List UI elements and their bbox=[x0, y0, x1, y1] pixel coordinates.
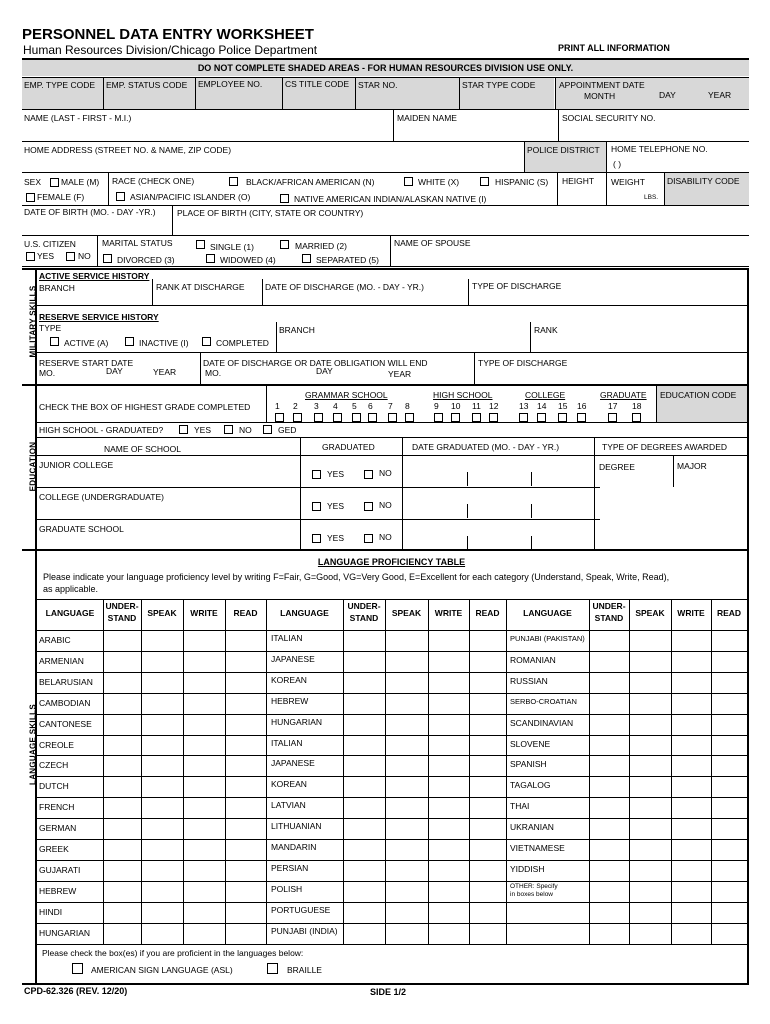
grade-checkbox[interactable] bbox=[314, 413, 323, 422]
grade-number: 16 bbox=[577, 401, 587, 411]
grade-number: 2 bbox=[293, 401, 298, 411]
disability-label: DISABILITY CODE bbox=[667, 176, 740, 186]
language-name: POLISH bbox=[271, 883, 303, 894]
understand-header: UNDER- bbox=[592, 601, 626, 611]
pob-label: PLACE OF BIRTH (CITY, STATE OR COUNTRY) bbox=[177, 208, 364, 218]
white-label: WHITE (X) bbox=[418, 177, 460, 187]
separated-checkbox[interactable] bbox=[302, 254, 311, 263]
language-name: ITALIAN bbox=[271, 633, 303, 643]
language-name: GERMAN bbox=[39, 823, 77, 834]
cs-title-label: CS TITLE CODE bbox=[285, 79, 350, 89]
male-label: MALE (M) bbox=[61, 177, 100, 187]
graduated-no-checkbox[interactable] bbox=[364, 470, 373, 479]
appointment-month-label: MONTH bbox=[584, 91, 616, 101]
language-side-label: LANGUAGE SKILLS bbox=[28, 704, 38, 785]
type-discharge-label: TYPE OF DISCHARGE bbox=[472, 281, 562, 291]
degree-header: DEGREE bbox=[599, 462, 635, 472]
reserve-start-day: DAY bbox=[106, 366, 123, 376]
language-name: YIDDISH bbox=[510, 863, 545, 874]
white-checkbox[interactable] bbox=[404, 177, 413, 186]
language-name: KOREAN bbox=[271, 779, 307, 790]
graduated-yes-checkbox[interactable] bbox=[312, 470, 321, 479]
highest-grade-label: CHECK THE BOX OF HIGHEST GRADE COMPLETED bbox=[39, 402, 251, 412]
sex-label: SEX bbox=[24, 177, 42, 187]
grade-number: 6 bbox=[368, 401, 373, 411]
grade-checkbox[interactable] bbox=[519, 413, 528, 422]
discharge-obligation-label: DATE OF DISCHARGE OR DATE OBLIGATION WILL END bbox=[203, 358, 428, 368]
language-name: HINDI bbox=[39, 906, 63, 917]
police-district-label: POLICE DISTRICT bbox=[527, 145, 600, 155]
employee-no-label: EMPLOYEE NO. bbox=[198, 79, 263, 89]
grade-number: 13 bbox=[519, 401, 529, 411]
hs-yes-checkbox[interactable] bbox=[179, 425, 188, 434]
page-side: SIDE 1/2 bbox=[370, 987, 407, 997]
speak-header: SPEAK bbox=[635, 608, 665, 618]
grade-checkbox[interactable] bbox=[489, 413, 498, 422]
female-checkbox[interactable] bbox=[26, 193, 35, 202]
language-name: JAPANESE bbox=[271, 653, 315, 664]
dob-label: DATE OF BIRTH (MO. - DAY -YR.) bbox=[24, 207, 156, 217]
understand-header-2: STAND bbox=[594, 613, 624, 623]
other-specify-label: OTHER: Specify bbox=[510, 882, 558, 890]
language-header: LANGUAGE bbox=[523, 608, 572, 618]
graduated-no-label: NO bbox=[379, 468, 392, 478]
language-name: ARABIC bbox=[39, 635, 71, 645]
language-instructions-2: as applicable. bbox=[43, 584, 99, 594]
language-name: FRENCH bbox=[39, 802, 75, 813]
hispanic-checkbox[interactable] bbox=[480, 177, 489, 186]
grade-number: 8 bbox=[405, 401, 410, 411]
rank-discharge-label: RANK AT DISCHARGE bbox=[156, 282, 245, 292]
grade-number: 14 bbox=[537, 401, 547, 411]
language-name: VIETNAMESE bbox=[510, 843, 565, 853]
active-branch-label: BRANCH bbox=[39, 283, 75, 293]
language-name: UKRANIAN bbox=[510, 822, 554, 833]
understand-header: UNDER- bbox=[105, 601, 139, 611]
separated-label: SEPARATED (5) bbox=[316, 255, 379, 265]
language-header: LANGUAGE bbox=[45, 608, 95, 618]
reserve-service-title: RESERVE SERVICE HISTORY bbox=[39, 312, 159, 322]
language-name: TAGALOG bbox=[510, 780, 551, 791]
married-checkbox[interactable] bbox=[280, 240, 289, 249]
asl-label: AMERICAN SIGN LANGUAGE (ASL) bbox=[91, 965, 233, 975]
discharge-obligation-mo: MO. bbox=[205, 368, 222, 378]
black-checkbox[interactable] bbox=[229, 177, 238, 186]
reserve-active-checkbox[interactable] bbox=[50, 337, 59, 346]
grade-checkbox[interactable] bbox=[333, 413, 342, 422]
reserve-start-year: YEAR bbox=[153, 367, 177, 377]
read-header: READ bbox=[475, 608, 500, 618]
language-name: ROMANIAN bbox=[510, 654, 556, 665]
divorced-label: DIVORCED (3) bbox=[117, 255, 175, 265]
language-name: HUNGARIAN bbox=[271, 716, 323, 727]
grade-number: 12 bbox=[489, 401, 499, 411]
understand-header-2: STAND bbox=[349, 613, 379, 623]
grade-checkbox[interactable] bbox=[293, 413, 302, 422]
school-row-label: JUNIOR COLLEGE bbox=[39, 460, 114, 470]
reserve-start-mo: MO. bbox=[39, 368, 56, 378]
citizen-label: U.S. CITIZEN bbox=[24, 239, 76, 249]
graduate-label: GRADUATE bbox=[600, 390, 647, 400]
discharge-obligation-year: YEAR bbox=[388, 369, 412, 379]
address-label: HOME ADDRESS (STREET NO. & NAME, ZIP CODE) bbox=[24, 145, 232, 155]
language-name: ITALIAN bbox=[271, 737, 303, 748]
reserve-completed-checkbox[interactable] bbox=[202, 337, 211, 346]
hispanic-label: HISPANIC (S) bbox=[495, 177, 549, 187]
write-header: WRITE bbox=[190, 608, 218, 618]
other-specify-label-2: in boxes below bbox=[510, 890, 553, 898]
reserve-inactive-label: INACTIVE (I) bbox=[139, 338, 189, 348]
education-side-label: EDUCATION bbox=[28, 441, 38, 492]
grade-checkbox[interactable] bbox=[472, 413, 481, 422]
hs-no-label: NO bbox=[239, 425, 252, 435]
reserve-branch-label: BRANCH bbox=[279, 325, 315, 335]
weight-label: WEIGHT bbox=[611, 177, 645, 187]
grade-checkbox[interactable] bbox=[368, 413, 377, 422]
appointment-year-label: YEAR bbox=[708, 90, 732, 100]
language-name: CAMBODIAN bbox=[39, 697, 91, 708]
grade-checkbox[interactable] bbox=[388, 413, 397, 422]
date-discharge-label: DATE OF DISCHARGE (MO. - DAY - YR.) bbox=[265, 282, 424, 292]
language-name: KOREAN bbox=[271, 674, 307, 685]
language-name: HEBREW bbox=[39, 885, 77, 896]
understand-header: UNDER- bbox=[347, 601, 381, 611]
lbs-label: LBS. bbox=[644, 194, 659, 201]
grade-checkbox[interactable] bbox=[434, 413, 443, 422]
asian-label: ASIAN/PACIFIC ISLANDER (O) bbox=[130, 192, 251, 202]
graduated-yes-label: YES bbox=[327, 533, 345, 543]
grade-number: 17 bbox=[608, 401, 618, 411]
hs-graduated-label: HIGH SCHOOL - GRADUATED? bbox=[39, 425, 164, 435]
language-name: GREEK bbox=[39, 844, 69, 854]
grade-number: 1 bbox=[275, 401, 280, 411]
native-label: NATIVE AMERICAN INDIAN/ALASKAN NATIVE (I) bbox=[294, 194, 487, 204]
grade-checkbox[interactable] bbox=[405, 413, 414, 422]
language-name: MANDARIN bbox=[271, 842, 317, 852]
understand-header-2: STAND bbox=[107, 613, 137, 623]
discharge-obligation-day: DAY bbox=[316, 366, 333, 376]
language-name: JAPANESE bbox=[271, 758, 315, 769]
shaded-note: DO NOT COMPLETE SHADED AREAS - FOR HUMAN RESOURCES DIVISION USE ONLY. bbox=[197, 63, 574, 73]
marital-label: MARITAL STATUS bbox=[102, 238, 173, 248]
high-school-label: HIGH SCHOOL bbox=[433, 390, 493, 400]
military-side-label: MILITARY SKILLS bbox=[28, 285, 38, 358]
language-table-title: LANGUAGE PROFICIENCY TABLE bbox=[317, 557, 466, 567]
graduated-yes-label: YES bbox=[327, 501, 345, 511]
hs-yes-label: YES bbox=[194, 425, 212, 435]
star-type-label: STAR TYPE CODE bbox=[462, 80, 536, 90]
language-name: DUTCH bbox=[39, 781, 69, 792]
grade-number: 5 bbox=[352, 401, 357, 411]
active-service-title: ACTIVE SERVICE HISTORY bbox=[39, 271, 150, 281]
citizen-yes-label: YES bbox=[37, 251, 55, 261]
grade-number: 15 bbox=[558, 401, 568, 411]
grade-number: 4 bbox=[333, 401, 338, 411]
form-title: PERSONNEL DATA ENTRY WORKSHEET bbox=[22, 26, 314, 43]
college-label: COLLEGE bbox=[525, 390, 566, 400]
reserve-inactive-checkbox[interactable] bbox=[125, 337, 134, 346]
hs-no-checkbox[interactable] bbox=[224, 425, 233, 434]
grade-number: 11 bbox=[472, 401, 481, 411]
widowed-checkbox[interactable] bbox=[206, 254, 215, 263]
native-checkbox[interactable] bbox=[280, 194, 289, 203]
read-header: READ bbox=[716, 608, 742, 618]
grade-checkbox[interactable] bbox=[558, 413, 567, 422]
form-subtitle: Human Resources Division/Chicago Police Department bbox=[23, 43, 318, 57]
language-name: LITHUANIAN bbox=[271, 821, 322, 832]
grade-checkbox[interactable] bbox=[352, 413, 361, 422]
single-checkbox[interactable] bbox=[196, 240, 205, 249]
grade-checkbox[interactable] bbox=[275, 413, 284, 422]
language-name: PUNJABI (PAKISTAN) bbox=[510, 634, 585, 643]
language-name: SERBO-CROATIAN bbox=[510, 696, 577, 706]
graduated-no-checkbox[interactable] bbox=[364, 502, 373, 511]
citizen-no-checkbox[interactable] bbox=[66, 252, 75, 261]
language-name: SLOVENE bbox=[510, 738, 551, 749]
school-row-label: COLLEGE (UNDERGRADUATE) bbox=[39, 492, 164, 502]
grade-checkbox[interactable] bbox=[451, 413, 460, 422]
speak-header: SPEAK bbox=[391, 608, 422, 618]
grade-checkbox[interactable] bbox=[608, 413, 617, 422]
language-name: ARMENIAN bbox=[39, 655, 84, 666]
braille-checkbox[interactable] bbox=[267, 963, 278, 974]
ged-checkbox[interactable] bbox=[263, 425, 272, 434]
form-number: CPD-62.326 (REV. 12/20) bbox=[24, 986, 128, 996]
emp-type-label: EMP. TYPE CODE bbox=[24, 80, 96, 90]
language-name: LATVIAN bbox=[271, 800, 306, 811]
language-name: RUSSIAN bbox=[510, 675, 548, 686]
black-label: BLACK/AFRICAN AMERICAN (N) bbox=[246, 177, 375, 187]
major-header: MAJOR bbox=[677, 461, 707, 471]
grade-checkbox[interactable] bbox=[577, 413, 586, 422]
graduated-no-label: NO bbox=[379, 500, 392, 510]
graduated-header: GRADUATED bbox=[322, 442, 375, 452]
spouse-label: NAME OF SPOUSE bbox=[394, 238, 471, 248]
language-name: PORTUGUESE bbox=[271, 904, 331, 915]
male-checkbox[interactable] bbox=[50, 178, 59, 187]
language-name: SCANDINAVIAN bbox=[510, 717, 574, 728]
language-name: PERSIAN bbox=[271, 862, 309, 873]
language-name: CZECH bbox=[39, 760, 69, 771]
write-header: WRITE bbox=[677, 608, 705, 618]
race-label: RACE (CHECK ONE) bbox=[112, 176, 195, 186]
school-row-label: GRADUATE SCHOOL bbox=[39, 524, 124, 534]
language-name: CANTONESE bbox=[39, 718, 92, 729]
ssn-label: SOCIAL SECURITY NO. bbox=[562, 113, 656, 123]
language-name: HEBREW bbox=[271, 695, 309, 706]
appointment-date-label: APPOINTMENT DATE bbox=[559, 80, 645, 90]
citizen-yes-checkbox[interactable] bbox=[26, 252, 35, 261]
grade-checkbox[interactable] bbox=[537, 413, 546, 422]
name-of-school-header: NAME OF SCHOOL bbox=[104, 444, 181, 454]
grade-number: 10 bbox=[451, 401, 461, 411]
phone-label: HOME TELEPHONE NO. bbox=[611, 144, 708, 154]
name-label: NAME (LAST - FIRST - M.I.) bbox=[24, 113, 132, 123]
appointment-day-label: DAY bbox=[659, 90, 676, 100]
ged-label: GED bbox=[278, 425, 297, 435]
reserve-type-discharge-label: TYPE OF DISCHARGE bbox=[478, 358, 568, 368]
grammar-school-label: GRAMMAR SCHOOL bbox=[305, 390, 388, 400]
language-name: BELARUSIAN bbox=[39, 676, 93, 687]
reserve-start-label: RESERVE START DATE bbox=[39, 358, 134, 368]
date-graduated-header: DATE GRADUATED (MO. - DAY - YR.) bbox=[412, 442, 560, 452]
language-name: SPANISH bbox=[510, 759, 547, 770]
proficient-note: Please check the box(es) if you are proficient in the languages below: bbox=[42, 948, 304, 958]
write-header: WRITE bbox=[434, 608, 463, 618]
widowed-label: WIDOWED (4) bbox=[220, 255, 276, 265]
graduated-no-label: NO bbox=[379, 532, 392, 542]
maiden-name-label: MAIDEN NAME bbox=[397, 113, 457, 123]
grade-checkbox[interactable] bbox=[632, 413, 641, 422]
reserve-rank-label: RANK bbox=[534, 325, 558, 335]
language-name: HUNGARIAN bbox=[39, 927, 91, 938]
print-note: PRINT ALL INFORMATION bbox=[558, 43, 670, 53]
language-header: LANGUAGE bbox=[280, 608, 329, 618]
braille-label: BRAILLE bbox=[287, 965, 322, 975]
graduated-yes-checkbox[interactable] bbox=[312, 502, 321, 511]
single-label: SINGLE (1) bbox=[210, 242, 254, 252]
grade-number: 18 bbox=[632, 401, 642, 411]
language-name: THAI bbox=[510, 801, 530, 812]
reserve-type-label: TYPE bbox=[39, 323, 62, 333]
reserve-active-label: ACTIVE (A) bbox=[64, 338, 109, 348]
height-label: HEIGHT bbox=[562, 176, 595, 186]
speak-header: SPEAK bbox=[147, 608, 177, 618]
reserve-completed-label: COMPLETED bbox=[216, 338, 269, 348]
phone-area-code: ( ) bbox=[613, 159, 622, 169]
star-no-label: STAR NO. bbox=[358, 80, 398, 90]
language-name: CREOLE bbox=[39, 739, 74, 750]
female-label: FEMALE (F) bbox=[37, 192, 85, 202]
education-code-label: EDUCATION CODE bbox=[660, 390, 737, 400]
type-degrees-header: TYPE OF DEGREES AWARDED bbox=[602, 442, 728, 452]
language-name: PUNJABI (INDIA) bbox=[271, 925, 338, 936]
language-name: GUJARATI bbox=[39, 864, 81, 875]
grade-number: 9 bbox=[434, 401, 439, 411]
divorced-checkbox[interactable] bbox=[103, 254, 112, 263]
graduated-yes-label: YES bbox=[327, 469, 345, 479]
grade-number: 3 bbox=[314, 401, 319, 411]
grade-number: 7 bbox=[388, 401, 393, 411]
read-header: READ bbox=[233, 608, 258, 618]
asl-checkbox[interactable] bbox=[72, 963, 83, 974]
citizen-no-label: NO bbox=[78, 251, 91, 261]
graduated-no-checkbox[interactable] bbox=[364, 534, 373, 543]
language-instructions: Please indicate your language proficiency level by writing F=Fair, G=Good, VG=Very Good, E=Excellent for each category (Understand, Speak, Write, Read), bbox=[43, 572, 670, 582]
asian-checkbox[interactable] bbox=[116, 192, 125, 201]
married-label: MARRIED (2) bbox=[295, 241, 347, 251]
graduated-yes-checkbox[interactable] bbox=[312, 534, 321, 543]
emp-status-label: EMP. STATUS CODE bbox=[106, 80, 188, 90]
